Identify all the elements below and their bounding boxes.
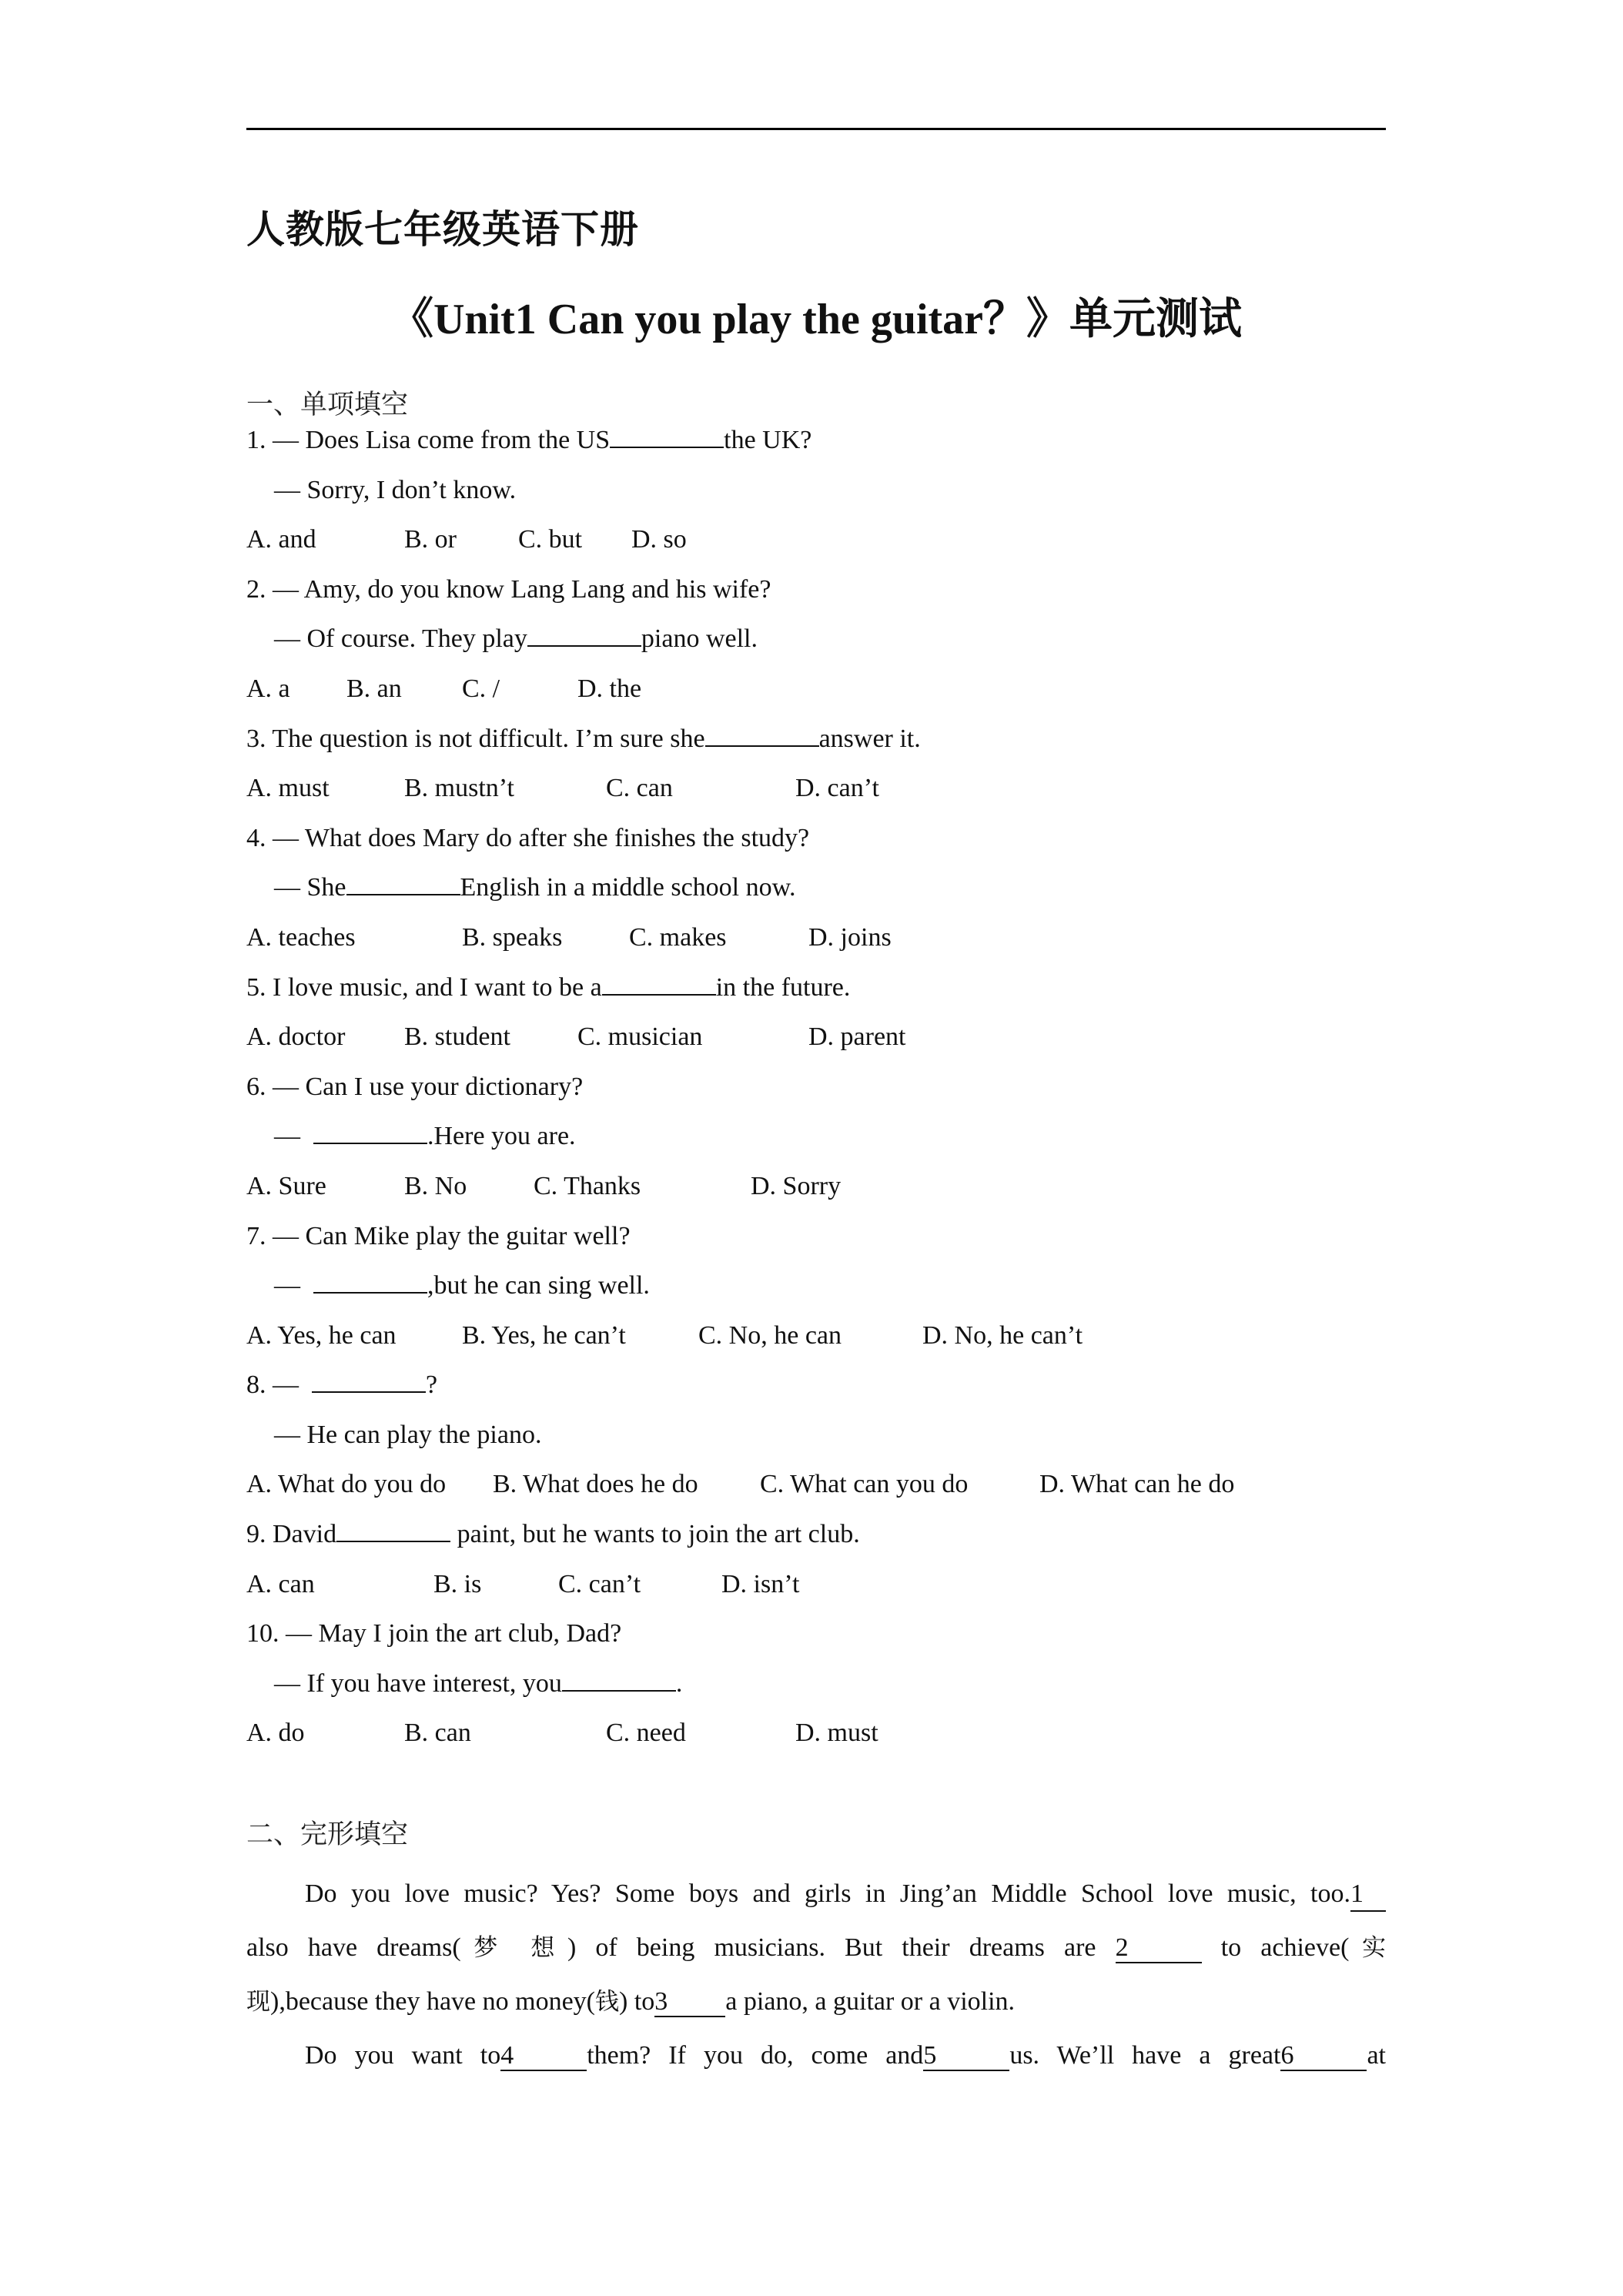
option-a: A. What do you do bbox=[246, 1470, 447, 1499]
cloze-blank-5: 5 bbox=[923, 2041, 1009, 2071]
document-title: 《Unit1 Can you play the guitar？》单元测试 bbox=[390, 296, 1243, 343]
cloze-blank-3: 3 bbox=[654, 1987, 725, 2017]
option-c: C. can bbox=[606, 774, 673, 803]
option-d: D. parent bbox=[808, 1022, 906, 1052]
section-2-title: 二、完形填空 bbox=[246, 1819, 409, 1850]
option-b: B. can bbox=[404, 1719, 471, 1748]
option-a: A. Yes, he can bbox=[246, 1320, 397, 1350]
question-8-reply: — He can play the piano. bbox=[274, 1420, 542, 1449]
question-9-options bbox=[246, 1560, 1386, 1610]
question-6-reply: — .Here you are. bbox=[246, 1112, 1386, 1162]
answer-blank bbox=[312, 1368, 426, 1393]
cloze-paragraph-1-line-3: 现),because they have no money(钱) to3 a piano, a guitar or a violin. bbox=[246, 1975, 1386, 2029]
option-a: A. must bbox=[246, 774, 330, 803]
cloze-paragraph-2-line-1: Do you want to4 them? If you do, come and5 us. We’ll have a great6 at bbox=[246, 2029, 1386, 2083]
question-3: 3. The question is not difficult. I’m sure she answer it. bbox=[246, 715, 1386, 765]
question-1-reply: — Sorry, I don’t know. bbox=[274, 475, 517, 504]
question-6-options bbox=[246, 1162, 1386, 1212]
cloze-paragraph-1-line-1: Do you love music? Yes? Some boys and girls in Jing’an Middle School love music, too.1 bbox=[246, 1867, 1386, 1921]
answer-blank bbox=[313, 1120, 427, 1144]
cloze-blank-1: 1 bbox=[1350, 1879, 1386, 1912]
question-7-reply: — ,but he can sing well. bbox=[246, 1261, 1386, 1311]
cloze-passage bbox=[246, 1867, 1386, 2083]
cloze-blank-2: 2 bbox=[1116, 1933, 1202, 1963]
question-2-options bbox=[246, 664, 1386, 715]
option-a: A. and bbox=[246, 525, 316, 554]
question-8: 8. — ? bbox=[246, 1361, 1386, 1411]
option-a: A. do bbox=[246, 1719, 305, 1748]
question-4-options bbox=[246, 913, 1386, 963]
option-b: B. mustn’t bbox=[404, 774, 514, 803]
option-b: B. speaks bbox=[462, 922, 563, 952]
question-list bbox=[246, 416, 1386, 1759]
option-c: C. No, he can bbox=[698, 1320, 842, 1350]
option-c: C. can’t bbox=[558, 1569, 641, 1598]
answer-blank bbox=[705, 722, 819, 747]
option-d: D. What can he do bbox=[1039, 1470, 1235, 1499]
option-d: D. Sorry bbox=[751, 1171, 842, 1200]
option-c: C. makes bbox=[629, 922, 727, 952]
question-7-options bbox=[246, 1311, 1386, 1361]
option-b: B. No bbox=[404, 1171, 467, 1200]
question-2-reply: — Of course. They play piano well. bbox=[246, 614, 1386, 664]
answer-blank bbox=[610, 423, 724, 448]
cloze-blank-4: 4 bbox=[500, 2041, 587, 2071]
option-c: C. need bbox=[606, 1719, 686, 1748]
answer-blank bbox=[346, 871, 460, 895]
option-c: C. Thanks bbox=[534, 1171, 641, 1200]
question-8-options bbox=[246, 1460, 1386, 1510]
option-d: D. so bbox=[631, 525, 687, 554]
cloze-paragraph-1-line-2: also have dreams(梦 想) of being musicians. But their dreams are 2 to achieve(实 bbox=[246, 1921, 1386, 1975]
question-10: 10. — May I join the art club, Dad? bbox=[246, 1619, 622, 1648]
question-1-options bbox=[246, 515, 1386, 565]
option-a: A. teaches bbox=[246, 922, 356, 952]
answer-blank bbox=[602, 971, 716, 996]
question-4-reply: — She English in a middle school now. bbox=[246, 863, 1386, 913]
section-1-title: 一、单项填空 bbox=[246, 390, 409, 420]
question-5: 5. I love music, and I want to be a in the future. bbox=[246, 963, 1386, 1013]
question-10-options bbox=[246, 1709, 1386, 1759]
answer-blank bbox=[527, 622, 641, 647]
option-a: A. can bbox=[246, 1569, 315, 1598]
option-b: B. is bbox=[433, 1569, 482, 1598]
option-a: A. doctor bbox=[246, 1022, 346, 1052]
question-4: 4. — What does Mary do after she finishes the study? bbox=[246, 823, 810, 852]
option-a: A. Sure bbox=[246, 1171, 326, 1200]
option-a: A. a bbox=[246, 674, 290, 703]
question-2: 2. — Amy, do you know Lang Lang and his wife? bbox=[246, 574, 771, 604]
header-rule bbox=[246, 128, 1386, 130]
option-d: D. No, he can’t bbox=[922, 1320, 1083, 1350]
question-6: 6. — Can I use your dictionary? bbox=[246, 1072, 584, 1101]
answer-blank bbox=[562, 1667, 676, 1692]
option-b: B. an bbox=[346, 674, 402, 703]
option-d: D. joins bbox=[808, 922, 892, 952]
option-d: D. must bbox=[795, 1719, 878, 1748]
question-9: 9. David paint, but he wants to join the art club. bbox=[246, 1510, 1386, 1560]
answer-blank bbox=[313, 1269, 427, 1294]
option-d: D. the bbox=[577, 674, 642, 703]
question-7: 7. — Can Mike play the guitar well? bbox=[246, 1221, 631, 1250]
option-b: B. or bbox=[404, 525, 457, 554]
option-d: D. isn’t bbox=[721, 1569, 800, 1598]
question-10-reply: — If you have interest, you . bbox=[246, 1659, 1386, 1709]
option-d: D. can’t bbox=[795, 774, 879, 803]
question-5-options bbox=[246, 1012, 1386, 1063]
answer-blank bbox=[336, 1518, 450, 1542]
question-1: 1. — Does Lisa come from the US the UK? bbox=[246, 416, 1386, 466]
option-c: C. musician bbox=[577, 1022, 703, 1052]
option-c: C. What can you do bbox=[760, 1470, 969, 1499]
cloze-blank-6: 6 bbox=[1280, 2041, 1367, 2071]
option-c: C. / bbox=[462, 674, 500, 703]
option-b: B. What does he do bbox=[493, 1470, 698, 1499]
option-b: B. student bbox=[404, 1022, 510, 1052]
option-c: C. but bbox=[518, 525, 583, 554]
question-3-options bbox=[246, 764, 1386, 814]
option-b: B. Yes, he can’t bbox=[462, 1320, 626, 1350]
document-subtitle: 人教版七年级英语下册 bbox=[246, 207, 639, 252]
